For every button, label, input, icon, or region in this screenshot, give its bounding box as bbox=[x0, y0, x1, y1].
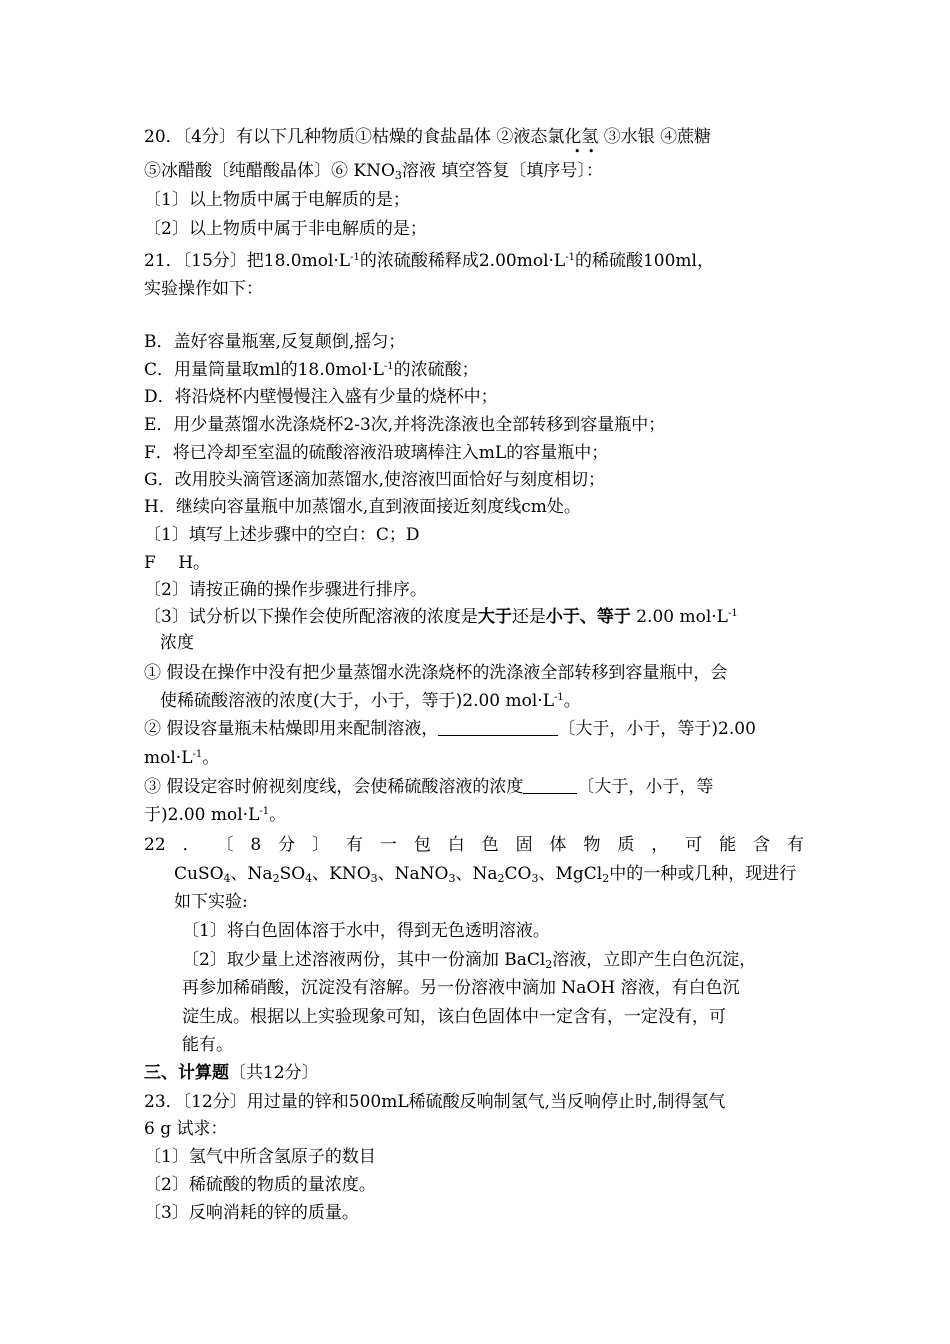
q21-case-1: ① 假设在操作中没有把少量蒸馏水洗涤烧杯的洗涤液全部转移到容量瓶中，会 bbox=[144, 663, 728, 683]
q21-step-c: C．用量筒量取ml的$18.0mol\cdot L^{-1}$的浓硫酸； bbox=[144, 360, 479, 380]
q21-part-3: 〔3〕试分析以下操作会使所配溶液的浓度是大于还是小于、等于 2.00 $mol\cdot L^{-1}$ bbox=[144, 607, 738, 627]
q23-line-2: 6 g 试求： bbox=[144, 1119, 228, 1139]
q21-part-1-cont: F H。 bbox=[144, 553, 211, 573]
q21-part-1: 〔1〕填写上述步骤中的空白：C；D bbox=[144, 525, 420, 545]
q21-step-f: F．将已冷却至室温的硫酸溶液沿玻璃棒注入mL的容量瓶中； bbox=[144, 443, 609, 463]
q21-part-3-cont: 浓度 bbox=[160, 633, 194, 653]
q22-line-3: 如下实验: bbox=[174, 892, 248, 912]
q21-case-1-cont: 使稀硫酸溶液的浓度(大于，小于，等于)2.00 $mol\cdot L^{-1}$。 bbox=[160, 691, 581, 711]
q22-exp-1: 〔1〕将白色固体溶于水中，得到无色透明溶液。 bbox=[182, 921, 550, 941]
q22-exp-2-cont-3: 能有。 bbox=[182, 1035, 233, 1055]
q21-step-b: B．盖好容量瓶塞,反复颠倒,摇匀； bbox=[144, 332, 406, 352]
q21-part-2: 〔2〕请按正确的操作步骤进行排序。 bbox=[144, 580, 427, 600]
q23-part-3: 〔3〕反响消耗的锌的质量。 bbox=[144, 1203, 359, 1223]
answer-blank[interactable] bbox=[438, 718, 558, 736]
q20-sub-1: 〔1〕以上物质中属于电解质的是； bbox=[144, 190, 410, 210]
q21-step-g: G．改用胶头滴管逐滴加蒸馏水,使溶液凹面恰好与刻度相切； bbox=[144, 470, 605, 490]
q21-case-3: ③ 假设定容时俯视刻度线，会使稀硫酸溶液的浓度 〔大于，小于，等 bbox=[144, 777, 714, 797]
q21-case-2: ② 假设容量瓶未枯燥即用来配制溶液， 〔大于，小于，等于)2.00 bbox=[144, 719, 756, 739]
q20-sub-2: 〔2〕以上物质中属于非电解质的是； bbox=[144, 219, 427, 239]
q22-exp-2: 〔2〕取少量上述溶液两份，其中一份滴加 BaCl$_2$溶液，立即产生白色沉淀， bbox=[182, 950, 757, 971]
q20-line-2: ⑤冰醋酸〔纯醋酸晶体〕⑥ $KNO_3$溶液 填空答复〔填序号〕： bbox=[144, 161, 603, 182]
q22-exp-2-cont-1: 再参加稀硝酸，沉淀没有溶解。另一份溶液中滴加 NaOH 溶液，有白色沉 bbox=[182, 978, 740, 998]
section-3-title: 三、计算题〔共12分〕 bbox=[144, 1063, 319, 1083]
answer-blank[interactable] bbox=[523, 776, 577, 794]
q21-step-d: D．将沿烧杯内壁慢慢注入盛有少量的烧杯中； bbox=[144, 387, 498, 407]
q22-line-2: CuSO$_4$、$Na_2SO_4$、$KNO_3$、NaNO$_3$、$Na_2CO_3$、MgCl$_2$中的一种或几种，现进行 bbox=[174, 864, 797, 885]
q21-step-h: H．继续向容量瓶中加蒸馏水,直到液面接近刻度线cm处。 bbox=[144, 497, 581, 517]
q23-part-2: 〔2〕稀硫酸的物质的量浓度。 bbox=[144, 1175, 376, 1195]
q22-exp-2-cont-2: 淀生成。根据以上实验现象可知，该白色固体中一定含有，一定没有，可 bbox=[182, 1007, 726, 1027]
q21-case-2-cont: $mol\cdot L^{-1}$。 bbox=[144, 748, 220, 768]
q22-line-1: 22 ． 〔 8 分 〕 有 一 包 白 色 固 体 物 质 ， 可 能 含 有 bbox=[144, 835, 804, 855]
q21-line-2: 实验操作如下： bbox=[144, 279, 263, 299]
q20-line-1: 20．〔4分〕有以下几种物质①枯燥的食盐晶体 ②液态氯化氢 ③水银 ④蔗糖 bbox=[144, 127, 712, 147]
q21-case-3-cont: 于)2.00 $mol\cdot L^{-1}$。 bbox=[144, 805, 287, 825]
q23-line-1: 23．〔12分〕用过量的锌和500mL稀硫酸反响制氢气,当反响停止时,制得氢气 bbox=[144, 1092, 726, 1112]
q21-line-1: 21．〔15分〕把$18.0mol\cdot L^{-1}$的浓硫酸稀释成$2.00mol\cdot L^{-1}$的稀硫酸100ml， bbox=[144, 251, 714, 271]
q23-part-1: 〔1〕氢气中所含氢原子的数目 bbox=[144, 1147, 376, 1167]
emphasis-dots: • • bbox=[574, 145, 597, 158]
q21-step-e: E．用少量蒸馏水洗涤烧杯2-3次,并将洗涤液也全部转移到容量瓶中； bbox=[144, 415, 666, 435]
